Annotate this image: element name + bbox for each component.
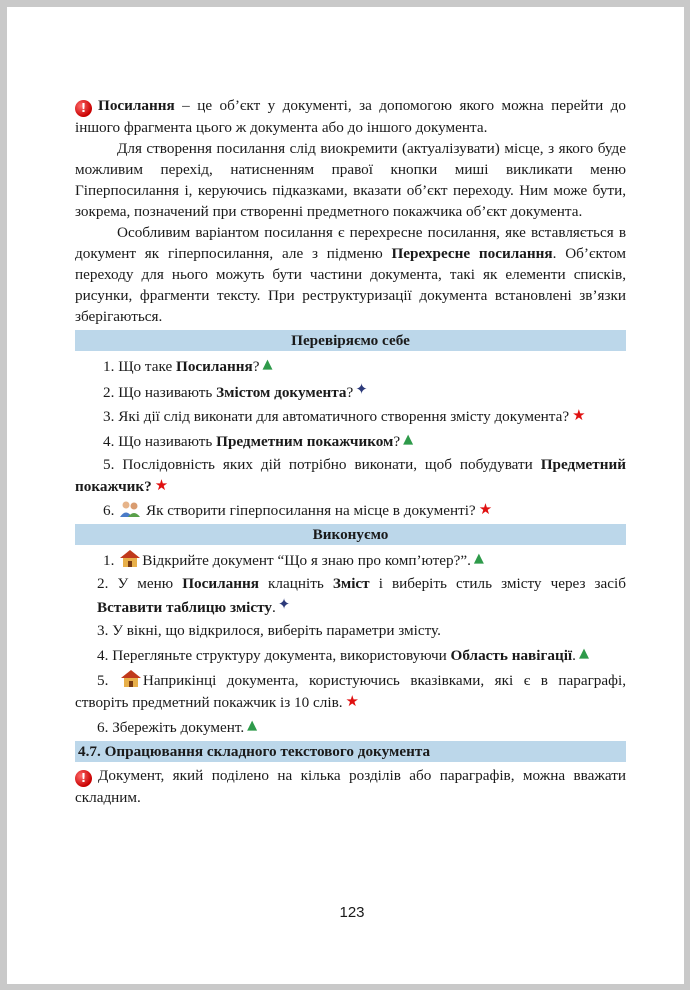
- t-bold: Посилання: [182, 575, 259, 592]
- p4-text: Документ, який поділено на кілька розділів або параграфів, можна вважати складним.: [75, 767, 626, 806]
- p3-bold: Перехресне посилання: [391, 245, 553, 262]
- red-star-icon: ★: [478, 500, 493, 518]
- task-3: [75, 620, 626, 641]
- task-5: [75, 668, 626, 713]
- q-text: Що називають: [118, 433, 217, 450]
- t-text: У вікні, що відкрилося, виберіть параметри змісту.: [112, 622, 441, 639]
- t-bold: Зміст: [332, 575, 370, 592]
- t-text: .: [272, 599, 276, 616]
- section-heading-check: Перевіряємо себе: [75, 330, 626, 351]
- t-num: 3.: [97, 622, 109, 639]
- t-text: У меню: [117, 575, 183, 592]
- t-text: Відкрийте документ “Що я знаю про комп’ютер?”.: [142, 552, 471, 569]
- section-heading-4-7: 4.7. Опрацювання складного текстового документа: [75, 741, 626, 762]
- t-num: 4.: [97, 647, 109, 664]
- red-star-icon: ★: [572, 406, 586, 424]
- q-after: ?: [393, 433, 401, 450]
- q-text: Які дії слід виконати для автоматичного створення змісту документа?: [118, 408, 570, 425]
- content: [75, 95, 626, 808]
- warning-icon: !: [75, 100, 92, 117]
- red-star-icon: ★: [154, 476, 169, 494]
- t-text: клацніть: [258, 575, 333, 592]
- q-text: Що таке: [118, 358, 177, 375]
- definition-text: – це об’єкт у документі, за допомогою якого можна перейти до іншого фрагмента цього ж документа або до іншого документа.: [75, 97, 626, 136]
- question-6: [75, 499, 626, 521]
- question-4: [75, 429, 626, 452]
- q-num: 1.: [103, 358, 115, 375]
- paragraph-2: Для створення посилання слід виокремити (актуалізувати) місце, з якого буде можливим перехід, натисненням правої кнопки миші викликати меню Гіперпосилання і, керуючись підказками, вказати об’єкт переходу. Ним може бути, зокрема, позначений при створенні предметного покажчика об’єкт документа.: [75, 140, 626, 220]
- q-bold: Змістом документа: [216, 384, 347, 401]
- page: [7, 7, 684, 984]
- t-after: .: [572, 647, 576, 664]
- q-num: 5.: [103, 456, 115, 473]
- paragraph-4: [75, 765, 626, 808]
- t-text: Збережіть документ.: [112, 719, 245, 736]
- t-num: 5.: [97, 672, 109, 689]
- q-num: 3.: [103, 408, 115, 425]
- t-num: 2.: [97, 575, 109, 592]
- green-triangle-icon: ▲: [262, 357, 273, 372]
- section-heading-do: Виконуємо: [75, 524, 626, 545]
- question-5: [75, 454, 626, 497]
- house-icon: [118, 548, 142, 568]
- navy-sparkle-icon: ✦: [277, 595, 291, 613]
- question-1: [75, 354, 626, 377]
- warning-icon: !: [75, 770, 92, 787]
- q-text: Послідовність яких дій потрібно виконати, щоб побудувати: [122, 456, 541, 473]
- definition-paragraph: [75, 95, 626, 138]
- t-text: Перегляньте структуру документа, використовуючи: [112, 647, 451, 664]
- q-text: Що називають: [118, 384, 217, 401]
- q-num: 4.: [103, 433, 115, 450]
- q-num: 6.: [103, 502, 115, 519]
- t-bold: Вставити таблицю змісту: [97, 599, 272, 616]
- task-2: [75, 573, 626, 618]
- t-bold: Область навігації: [450, 647, 573, 664]
- t-text: і виберіть стиль змісту через засіб: [369, 575, 626, 592]
- question-3: [75, 405, 626, 427]
- paragraph-3: [75, 222, 626, 327]
- q-text: Як створити гіперпосилання на місце в документі?: [145, 502, 476, 519]
- navy-sparkle-icon: ✦: [355, 380, 368, 398]
- task-4: [75, 643, 626, 666]
- green-triangle-icon: ▲: [578, 646, 589, 661]
- q-bold: Предметний покажчик?: [75, 456, 626, 495]
- p3-after: . Об’єктом переходу для нього можуть бути частини документа, такі як елементи списків, рисунки, фрагменти тексту. При реструктуризації документа встановлені зв’язки зберігаються.: [75, 245, 626, 325]
- t-num: 6.: [97, 719, 109, 736]
- green-triangle-icon: ▲: [473, 551, 484, 566]
- green-triangle-icon: ▲: [403, 432, 414, 447]
- house-icon: [119, 668, 143, 688]
- q-after: ?: [252, 358, 260, 375]
- q-num: 2.: [103, 384, 115, 401]
- page-number: 123: [339, 904, 365, 921]
- q-bold: Посилання: [176, 358, 253, 375]
- t-text: Наприкінці документа, користуючись вказівками, які є в параграфі, створіть предметний покажчик із 10 слів.: [75, 672, 626, 711]
- green-triangle-icon: ▲: [247, 718, 258, 733]
- q-bold: Предметним покажчиком: [216, 433, 394, 450]
- term-posylannia: Посилання: [98, 97, 175, 114]
- q-after: ?: [346, 384, 354, 401]
- task-1: [75, 548, 626, 571]
- task-6: [75, 715, 626, 738]
- red-star-icon: ★: [345, 692, 359, 710]
- p3-before: Особливим варіантом посилання є перехресне посилання, яке вставляється в документ як гіперпосилання, але з підменю: [75, 224, 626, 262]
- t-num: 1.: [103, 552, 115, 569]
- group-work-icon: [118, 500, 142, 518]
- question-2: [75, 379, 626, 403]
